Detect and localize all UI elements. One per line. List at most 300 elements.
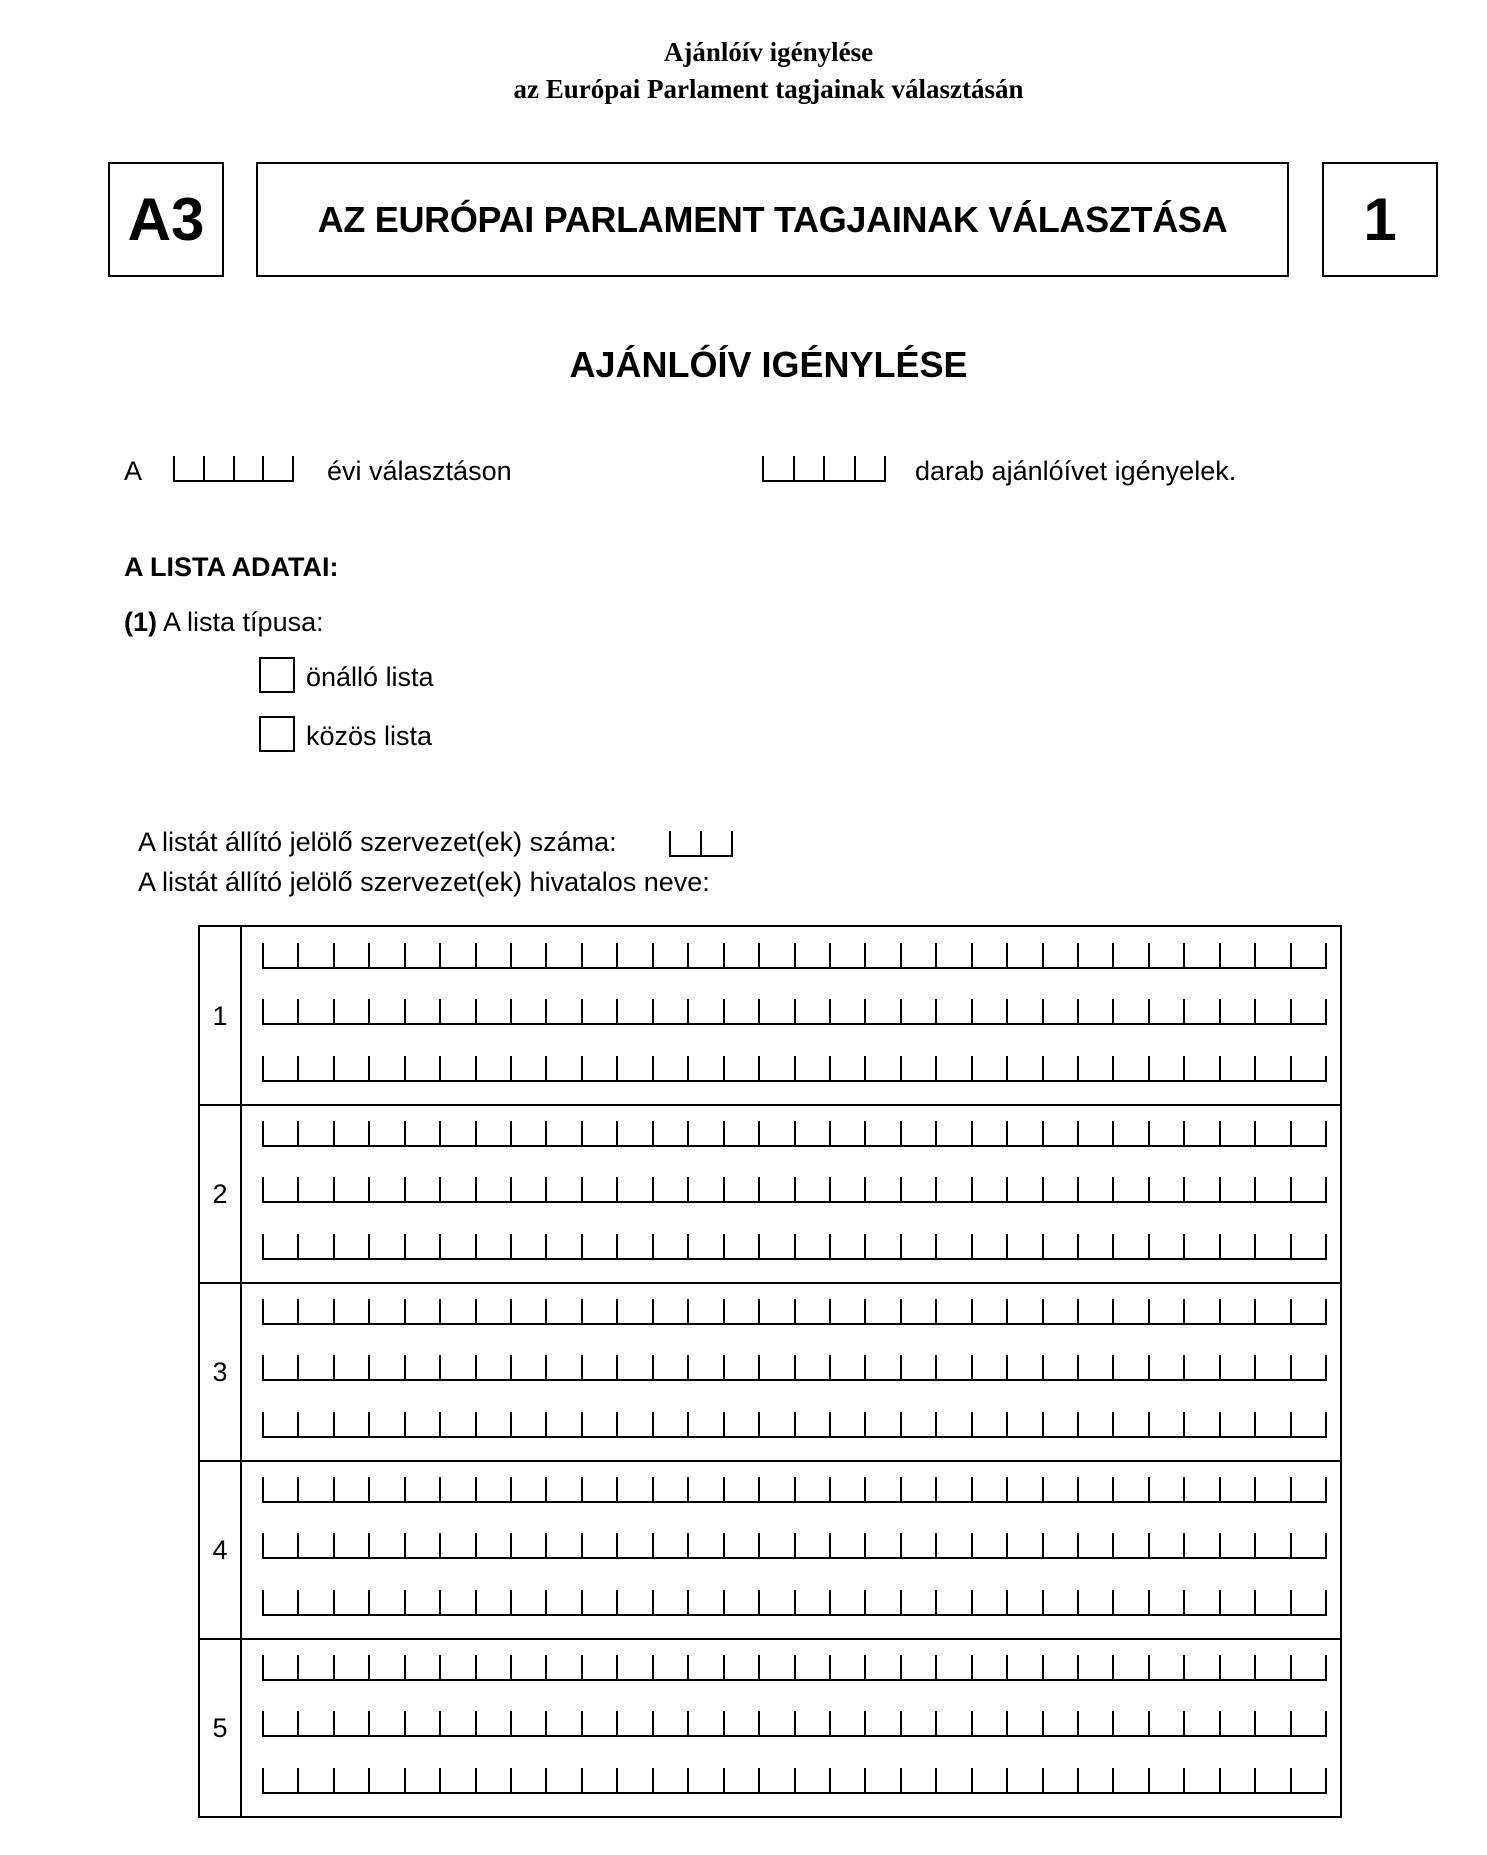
comb-tick bbox=[687, 1412, 689, 1436]
comb-tick bbox=[1148, 1355, 1150, 1379]
comb-tick bbox=[1254, 1299, 1256, 1323]
comb-tick bbox=[616, 1655, 618, 1679]
comb-tick bbox=[439, 1477, 441, 1501]
comb-tick bbox=[1006, 1590, 1008, 1614]
comb-tick bbox=[404, 1711, 406, 1735]
comb-tick bbox=[545, 1768, 547, 1792]
comb-tick bbox=[864, 1590, 866, 1614]
comb-tick bbox=[687, 1533, 689, 1557]
comb-tick bbox=[971, 1056, 973, 1080]
comb-tick bbox=[475, 1299, 477, 1323]
comb-tick bbox=[1077, 1177, 1079, 1201]
comb-tick bbox=[687, 1234, 689, 1258]
comb-tick bbox=[1112, 1477, 1114, 1501]
comb-tick bbox=[794, 943, 796, 967]
comb-tick bbox=[758, 1590, 760, 1614]
comb-tick bbox=[1254, 1655, 1256, 1679]
comb-tick bbox=[723, 943, 725, 967]
comb-tick bbox=[1183, 943, 1185, 967]
comb-tick bbox=[1112, 1177, 1114, 1201]
comb-tick bbox=[1006, 943, 1008, 967]
comb-tick bbox=[652, 1768, 654, 1792]
comb-tick bbox=[687, 1711, 689, 1735]
comb-tick bbox=[1006, 1768, 1008, 1792]
org-count-input[interactable] bbox=[669, 831, 733, 857]
comb-tick bbox=[475, 943, 477, 967]
comb-tick bbox=[1219, 1412, 1221, 1436]
comb-tick bbox=[510, 1299, 512, 1323]
comb-tick bbox=[723, 1477, 725, 1501]
comb-tick bbox=[297, 1655, 299, 1679]
comb-tick bbox=[900, 1477, 902, 1501]
comb-tick bbox=[758, 1056, 760, 1080]
comb-tick bbox=[581, 1121, 583, 1145]
comb-tick bbox=[297, 1121, 299, 1145]
comb-tick bbox=[1290, 1234, 1292, 1258]
comb-tick bbox=[700, 831, 702, 855]
year-suffix: évi választáson bbox=[327, 456, 512, 486]
comb-tick bbox=[935, 999, 937, 1023]
comb-tick bbox=[510, 1121, 512, 1145]
comb-tick bbox=[1148, 1234, 1150, 1258]
comb-tick bbox=[687, 1177, 689, 1201]
comb-tick bbox=[1148, 1533, 1150, 1557]
comb-tick bbox=[439, 1177, 441, 1201]
comb-tick bbox=[1183, 1533, 1185, 1557]
comb-tick bbox=[687, 1768, 689, 1792]
comb-tick bbox=[687, 1590, 689, 1614]
comb-tick bbox=[439, 1655, 441, 1679]
comb-tick bbox=[829, 1355, 831, 1379]
comb-tick bbox=[935, 1355, 937, 1379]
comb-tick bbox=[884, 456, 886, 480]
comb-tick bbox=[297, 1299, 299, 1323]
comb-tick bbox=[971, 1412, 973, 1436]
comb-tick bbox=[1042, 1655, 1044, 1679]
org-name-line-input[interactable] bbox=[262, 1592, 1327, 1616]
comb-tick bbox=[368, 1355, 370, 1379]
comb-tick bbox=[1325, 1177, 1327, 1201]
joint-list-checkbox[interactable] bbox=[259, 716, 295, 752]
comb-tick bbox=[581, 999, 583, 1023]
comb-tick bbox=[368, 1590, 370, 1614]
comb-tick bbox=[510, 1177, 512, 1201]
comb-tick bbox=[971, 943, 973, 967]
comb-tick bbox=[1219, 1711, 1221, 1735]
comb-tick bbox=[1254, 999, 1256, 1023]
comb-tick bbox=[1148, 1711, 1150, 1735]
row-separator bbox=[200, 1282, 1340, 1284]
comb-tick bbox=[545, 1234, 547, 1258]
comb-tick bbox=[616, 1121, 618, 1145]
comb-tick bbox=[475, 1177, 477, 1201]
comb-tick bbox=[935, 1590, 937, 1614]
comb-tick bbox=[616, 1711, 618, 1735]
comb-tick bbox=[723, 1177, 725, 1201]
comb-tick bbox=[1077, 1355, 1079, 1379]
comb-tick bbox=[1042, 1412, 1044, 1436]
comb-tick bbox=[864, 1711, 866, 1735]
sheet-count-suffix: darab ajánlóívet igényelek. bbox=[915, 456, 1237, 486]
comb-tick bbox=[1290, 1056, 1292, 1080]
comb-tick bbox=[935, 943, 937, 967]
org-names-label: A listát állító jelölő szervezet(ek) hivatalos neve: bbox=[138, 867, 710, 897]
comb-tick bbox=[1254, 1121, 1256, 1145]
comb-tick bbox=[652, 1234, 654, 1258]
comb-tick bbox=[404, 1590, 406, 1614]
comb-tick bbox=[1042, 1056, 1044, 1080]
comb-tick bbox=[652, 1177, 654, 1201]
comb-tick bbox=[1254, 1234, 1256, 1258]
org-name-line-input[interactable] bbox=[262, 1179, 1327, 1203]
comb-tick bbox=[1006, 1299, 1008, 1323]
comb-tick bbox=[829, 1768, 831, 1792]
comb-tick bbox=[1219, 1533, 1221, 1557]
comb-tick bbox=[297, 943, 299, 967]
comb-tick bbox=[297, 1590, 299, 1614]
comb-tick bbox=[794, 1711, 796, 1735]
comb-tick bbox=[439, 1355, 441, 1379]
comb-tick bbox=[616, 1477, 618, 1501]
comb-tick bbox=[854, 456, 856, 480]
comb-tick bbox=[1325, 1299, 1327, 1323]
comb-tick bbox=[510, 999, 512, 1023]
comb-tick bbox=[368, 1655, 370, 1679]
comb-tick bbox=[1290, 1655, 1292, 1679]
comb-tick bbox=[1290, 1590, 1292, 1614]
comb-tick bbox=[900, 1355, 902, 1379]
request-prefix: A bbox=[124, 456, 143, 486]
comb-tick bbox=[1219, 1590, 1221, 1614]
comb-tick bbox=[475, 1234, 477, 1258]
comb-tick bbox=[510, 1056, 512, 1080]
comb-tick bbox=[864, 1655, 866, 1679]
comb-tick bbox=[900, 1234, 902, 1258]
comb-tick bbox=[297, 1056, 299, 1080]
comb-tick bbox=[1254, 943, 1256, 967]
comb-tick bbox=[1148, 1655, 1150, 1679]
comb-tick bbox=[652, 1056, 654, 1080]
comb-tick bbox=[439, 943, 441, 967]
comb-tick bbox=[475, 1412, 477, 1436]
comb-tick bbox=[971, 1234, 973, 1258]
comb-tick bbox=[1183, 1768, 1185, 1792]
comb-tick bbox=[900, 999, 902, 1023]
comb-tick bbox=[687, 1056, 689, 1080]
comb-tick bbox=[581, 1234, 583, 1258]
comb-tick bbox=[1112, 943, 1114, 967]
comb-tick bbox=[1183, 999, 1185, 1023]
comb-tick bbox=[762, 456, 764, 480]
comb-tick bbox=[1183, 1477, 1185, 1501]
comb-tick bbox=[1183, 1711, 1185, 1735]
comb-tick bbox=[723, 1056, 725, 1080]
comb-tick bbox=[1148, 1056, 1150, 1080]
comb-tick bbox=[439, 1299, 441, 1323]
comb-tick bbox=[1183, 1299, 1185, 1323]
comb-tick bbox=[900, 1121, 902, 1145]
comb-tick bbox=[900, 1590, 902, 1614]
comb-tick bbox=[1112, 1655, 1114, 1679]
comb-tick bbox=[1290, 1533, 1292, 1557]
comb-tick bbox=[723, 1533, 725, 1557]
standalone-list-checkbox[interactable] bbox=[259, 657, 295, 693]
comb-tick bbox=[297, 1234, 299, 1258]
comb-tick bbox=[1148, 943, 1150, 967]
comb-tick bbox=[510, 1533, 512, 1557]
comb-tick bbox=[233, 456, 235, 480]
comb-tick bbox=[900, 1533, 902, 1557]
comb-tick bbox=[545, 1477, 547, 1501]
comb-tick bbox=[864, 943, 866, 967]
row-separator bbox=[200, 1638, 1340, 1640]
comb-tick bbox=[616, 1768, 618, 1792]
comb-tick bbox=[1077, 943, 1079, 967]
comb-tick bbox=[900, 1711, 902, 1735]
org-name-line-input[interactable] bbox=[262, 1657, 1327, 1681]
comb-tick bbox=[297, 1477, 299, 1501]
comb-tick bbox=[333, 999, 335, 1023]
comb-tick bbox=[1325, 999, 1327, 1023]
list-type-number: (1) bbox=[124, 607, 157, 637]
comb-tick bbox=[1290, 943, 1292, 967]
comb-tick bbox=[723, 1234, 725, 1258]
org-name-line-input[interactable] bbox=[262, 1357, 1327, 1381]
comb-tick bbox=[262, 1177, 264, 1201]
comb-tick bbox=[1042, 1768, 1044, 1792]
org-name-line-input[interactable] bbox=[262, 1058, 1327, 1082]
comb-tick bbox=[439, 1056, 441, 1080]
org-name-line-input[interactable] bbox=[262, 945, 1327, 969]
comb-tick bbox=[545, 1121, 547, 1145]
comb-tick bbox=[1290, 1121, 1292, 1145]
comb-tick bbox=[971, 999, 973, 1023]
comb-tick bbox=[1290, 1299, 1292, 1323]
comb-tick bbox=[864, 1056, 866, 1080]
comb-tick bbox=[1183, 1412, 1185, 1436]
comb-tick bbox=[687, 999, 689, 1023]
comb-tick bbox=[1325, 1768, 1327, 1792]
comb-tick bbox=[510, 1412, 512, 1436]
comb-tick bbox=[1042, 1177, 1044, 1201]
comb-tick bbox=[616, 1590, 618, 1614]
comb-tick bbox=[368, 1533, 370, 1557]
comb-tick bbox=[616, 1355, 618, 1379]
comb-tick bbox=[864, 1121, 866, 1145]
comb-tick bbox=[794, 1477, 796, 1501]
comb-tick bbox=[864, 999, 866, 1023]
org-name-line-input[interactable] bbox=[262, 1123, 1327, 1147]
comb-tick bbox=[723, 1655, 725, 1679]
comb-tick bbox=[971, 1533, 973, 1557]
comb-tick bbox=[510, 943, 512, 967]
comb-tick bbox=[1219, 999, 1221, 1023]
comb-tick bbox=[1254, 1412, 1256, 1436]
comb-tick bbox=[1042, 1533, 1044, 1557]
comb-tick bbox=[652, 1533, 654, 1557]
election-banner: AZ EURÓPAI PARLAMENT TAGJAINAK VÁLASZTÁSA bbox=[256, 162, 1289, 277]
comb-tick bbox=[971, 1121, 973, 1145]
comb-tick bbox=[1290, 999, 1292, 1023]
comb-tick bbox=[475, 1590, 477, 1614]
comb-tick bbox=[1042, 999, 1044, 1023]
comb-tick bbox=[297, 1533, 299, 1557]
comb-tick bbox=[1006, 1177, 1008, 1201]
comb-tick bbox=[368, 1412, 370, 1436]
comb-tick bbox=[1219, 1768, 1221, 1792]
comb-tick bbox=[652, 1412, 654, 1436]
comb-tick bbox=[333, 1299, 335, 1323]
comb-tick bbox=[794, 1056, 796, 1080]
comb-tick bbox=[333, 1412, 335, 1436]
comb-tick bbox=[404, 999, 406, 1023]
comb-tick bbox=[687, 1655, 689, 1679]
org-name-line-input[interactable] bbox=[262, 1001, 1327, 1025]
comb-tick bbox=[823, 456, 825, 480]
comb-tick bbox=[864, 1477, 866, 1501]
comb-tick bbox=[1148, 1768, 1150, 1792]
comb-tick bbox=[1254, 1533, 1256, 1557]
comb-tick bbox=[475, 1056, 477, 1080]
row-number: 3 bbox=[212, 1357, 228, 1387]
comb-tick bbox=[971, 1655, 973, 1679]
comb-tick bbox=[794, 1590, 796, 1614]
comb-tick bbox=[333, 1121, 335, 1145]
comb-tick bbox=[1042, 1299, 1044, 1323]
comb-tick bbox=[1325, 1711, 1327, 1735]
comb-tick bbox=[652, 1711, 654, 1735]
comb-tick bbox=[262, 456, 264, 480]
comb-tick bbox=[262, 1477, 264, 1501]
comb-tick bbox=[1325, 1234, 1327, 1258]
sheet-count-input[interactable] bbox=[762, 458, 886, 482]
comb-tick bbox=[829, 1299, 831, 1323]
comb-tick bbox=[1148, 1299, 1150, 1323]
form-heading: AJÁNLÓÍV IGÉNYLÉSE bbox=[569, 344, 968, 385]
comb-tick bbox=[1290, 1412, 1292, 1436]
comb-tick bbox=[1183, 1355, 1185, 1379]
comb-tick bbox=[297, 1177, 299, 1201]
comb-tick bbox=[262, 1234, 264, 1258]
comb-tick bbox=[829, 1056, 831, 1080]
year-input[interactable] bbox=[173, 458, 294, 482]
comb-tick bbox=[723, 1412, 725, 1436]
comb-tick bbox=[935, 1121, 937, 1145]
comb-tick bbox=[262, 1121, 264, 1145]
comb-tick bbox=[1148, 1177, 1150, 1201]
comb-tick bbox=[731, 831, 733, 855]
comb-tick bbox=[475, 1355, 477, 1379]
comb-tick bbox=[864, 1177, 866, 1201]
comb-tick bbox=[262, 943, 264, 967]
comb-tick bbox=[1112, 1590, 1114, 1614]
comb-tick bbox=[475, 999, 477, 1023]
comb-tick bbox=[439, 1121, 441, 1145]
comb-tick bbox=[829, 999, 831, 1023]
comb-tick bbox=[545, 1711, 547, 1735]
comb-tick bbox=[669, 831, 671, 855]
comb-tick bbox=[368, 1177, 370, 1201]
comb-tick bbox=[368, 1477, 370, 1501]
comb-tick bbox=[1042, 1711, 1044, 1735]
comb-tick bbox=[368, 999, 370, 1023]
comb-tick bbox=[545, 1412, 547, 1436]
comb-tick bbox=[262, 1711, 264, 1735]
comb-tick bbox=[368, 1299, 370, 1323]
org-name-line-input[interactable] bbox=[262, 1535, 1327, 1559]
comb-tick bbox=[333, 943, 335, 967]
comb-tick bbox=[1325, 1355, 1327, 1379]
comb-tick bbox=[404, 1234, 406, 1258]
org-count-label: A listát állító jelölő szervezet(ek) száma: bbox=[138, 827, 617, 857]
comb-tick bbox=[1254, 1355, 1256, 1379]
comb-tick bbox=[758, 1477, 760, 1501]
comb-tick bbox=[1006, 1355, 1008, 1379]
comb-tick bbox=[1219, 1177, 1221, 1201]
comb-tick bbox=[297, 1768, 299, 1792]
comb-tick bbox=[333, 1590, 335, 1614]
row-number: 1 bbox=[212, 1001, 228, 1031]
org-name-line-input[interactable] bbox=[262, 1301, 1327, 1325]
comb-tick bbox=[758, 1355, 760, 1379]
comb-tick bbox=[829, 1711, 831, 1735]
org-name-line-input[interactable] bbox=[262, 1479, 1327, 1503]
comb-tick bbox=[1290, 1177, 1292, 1201]
comb-tick bbox=[935, 1412, 937, 1436]
comb-tick bbox=[723, 1299, 725, 1323]
comb-tick bbox=[971, 1768, 973, 1792]
comb-tick bbox=[475, 1477, 477, 1501]
comb-tick bbox=[1219, 943, 1221, 967]
comb-tick bbox=[297, 999, 299, 1023]
comb-tick bbox=[758, 943, 760, 967]
comb-tick bbox=[652, 1477, 654, 1501]
comb-tick bbox=[900, 1299, 902, 1323]
comb-tick bbox=[723, 1711, 725, 1735]
comb-tick bbox=[581, 1711, 583, 1735]
org-name-line-input[interactable] bbox=[262, 1236, 1327, 1260]
comb-tick bbox=[439, 1234, 441, 1258]
comb-tick bbox=[1148, 999, 1150, 1023]
org-name-line-input[interactable] bbox=[262, 1770, 1327, 1794]
comb-tick bbox=[510, 1590, 512, 1614]
comb-tick bbox=[404, 1768, 406, 1792]
comb-tick bbox=[545, 1533, 547, 1557]
row-separator bbox=[200, 1104, 1340, 1106]
org-name-line-input[interactable] bbox=[262, 1414, 1327, 1438]
comb-tick bbox=[581, 1056, 583, 1080]
org-name-line-input[interactable] bbox=[262, 1713, 1327, 1737]
comb-tick bbox=[475, 1533, 477, 1557]
comb-tick bbox=[262, 1056, 264, 1080]
comb-tick bbox=[1325, 1590, 1327, 1614]
comb-tick bbox=[545, 1177, 547, 1201]
comb-tick bbox=[1112, 1121, 1114, 1145]
comb-tick bbox=[652, 1590, 654, 1614]
comb-tick bbox=[1042, 1477, 1044, 1501]
comb-tick bbox=[794, 1121, 796, 1145]
comb-tick bbox=[616, 1177, 618, 1201]
comb-tick bbox=[404, 1056, 406, 1080]
comb-tick bbox=[935, 1655, 937, 1679]
comb-tick bbox=[900, 943, 902, 967]
comb-tick bbox=[864, 1234, 866, 1258]
comb-tick bbox=[297, 1711, 299, 1735]
document-title-line1: Ajánlóív igénylése bbox=[663, 37, 874, 67]
comb-tick bbox=[404, 1355, 406, 1379]
comb-tick bbox=[1183, 1590, 1185, 1614]
comb-tick bbox=[333, 1711, 335, 1735]
